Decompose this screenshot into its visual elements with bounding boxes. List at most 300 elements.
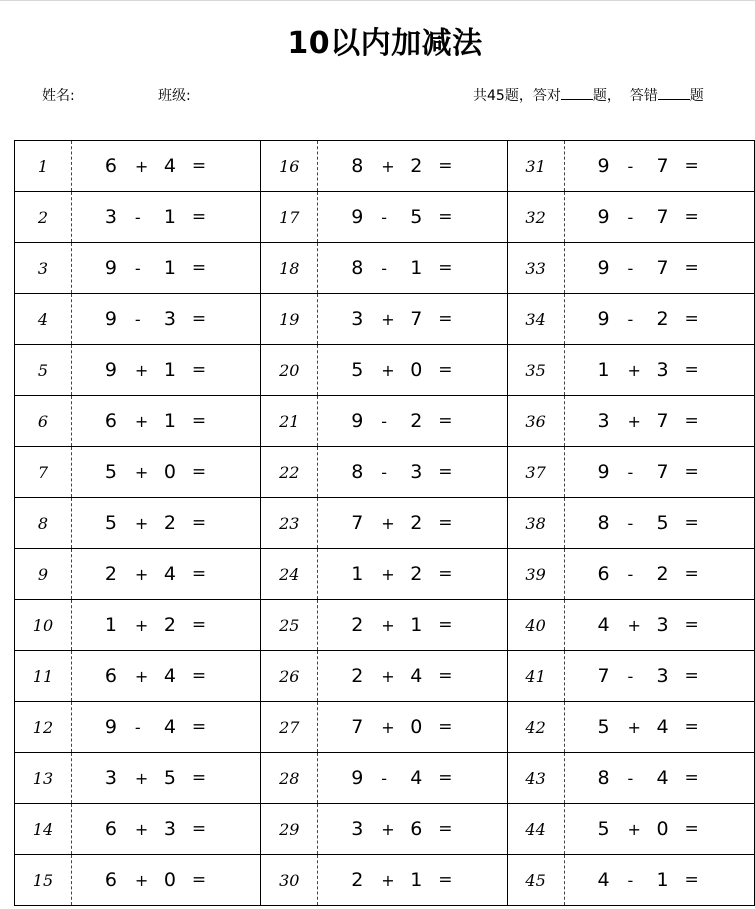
operand-b: 3 [656,359,669,381]
operand-a: 6 [104,818,117,840]
equation [318,447,506,497]
problem-number: 23 [261,498,318,549]
operand-a: 8 [351,461,364,483]
class-label: 班级: [158,88,191,104]
problem-number: 34 [507,294,564,345]
equals-sign: = [438,513,453,533]
score-wrong-label: 答错 [629,88,658,104]
equation [565,651,754,701]
problem-number: 32 [507,192,564,243]
equation [565,855,754,905]
equals-sign: = [438,819,453,839]
equals-sign: = [191,156,207,176]
table-row [15,243,755,294]
equation [72,702,260,752]
problem-number: 42 [507,702,564,753]
operand-a: 1 [104,614,117,636]
equals-sign: = [684,870,699,890]
operand-a: 9 [104,257,117,279]
operand-a: 3 [104,767,117,789]
problem-expression[interactable] [71,192,260,243]
operand-b: 0 [410,359,423,381]
operand-a: 7 [351,512,364,534]
operand-a: 2 [351,665,364,687]
problem-expression[interactable] [564,396,754,447]
equation [318,396,506,446]
problem-expression[interactable] [71,600,260,651]
operand-a: 3 [597,410,610,432]
operand-b: 6 [410,818,423,840]
equals-sign: = [438,615,453,635]
problem-number: 25 [261,600,318,651]
operand-a: 6 [104,410,117,432]
equation [72,804,260,854]
problem-expression[interactable] [564,345,754,396]
problem-number: 18 [261,243,318,294]
equation [565,243,754,293]
operator: + [134,157,149,176]
correct-count-blank[interactable] [561,87,593,100]
equation [565,600,754,650]
operand-b: 4 [656,716,669,738]
top-border-line [0,0,755,1]
operator: - [381,412,387,431]
operand-b: 0 [163,869,176,891]
operand-b: 2 [410,512,423,534]
problem-expression[interactable] [71,753,260,804]
table-row [15,294,755,345]
problem-expression[interactable] [564,141,754,192]
equation [72,600,260,650]
equals-sign: = [191,768,207,788]
equals-sign: = [684,666,699,686]
problem-number: 8 [15,498,72,549]
problem-expression[interactable] [318,600,507,651]
equals-sign: = [684,462,699,482]
equals-sign: = [438,411,453,431]
operator: + [134,565,149,584]
operand-b: 2 [410,563,423,585]
problem-expression[interactable] [71,804,260,855]
equation [72,345,260,395]
problem-expression[interactable] [71,345,260,396]
operator: - [134,718,141,737]
problem-expression[interactable] [71,855,260,906]
equation [565,192,754,242]
problem-expression[interactable] [564,192,754,243]
operator: + [134,463,149,482]
equation [565,804,754,854]
equals-sign: = [438,870,453,890]
equals-sign: = [191,819,207,839]
problem-expression[interactable] [318,243,507,294]
equals-sign: = [191,666,207,686]
operator: + [381,820,395,839]
operator: + [134,871,149,890]
operand-b: 4 [163,563,176,585]
operand-b: 7 [656,155,669,177]
operator: - [627,208,634,227]
table-row [15,345,755,396]
operand-a: 5 [104,461,117,483]
problem-number: 20 [261,345,318,396]
equals-sign: = [438,360,453,380]
operand-a: 9 [597,308,610,330]
operand-b: 4 [163,155,176,177]
equals-sign: = [438,462,453,482]
problem-number: 36 [507,396,564,447]
problem-expression[interactable] [71,549,260,600]
equals-sign: = [438,207,453,227]
problem-number: 3 [15,243,72,294]
operand-b: 7 [656,410,669,432]
equals-sign: = [684,717,699,737]
name-label: 姓名: [42,88,75,104]
operator: - [134,259,141,278]
equals-sign: = [438,717,453,737]
operand-a: 6 [597,563,610,585]
table-row [15,498,755,549]
problem-number: 43 [507,753,564,804]
operator: + [381,718,395,737]
operator: + [134,514,149,533]
equals-sign: = [684,819,699,839]
operator: + [381,616,395,635]
problem-expression[interactable] [318,141,507,192]
operand-a: 3 [351,818,364,840]
operator: + [381,310,395,329]
equals-sign: = [191,207,207,227]
equation [565,753,754,803]
equals-sign: = [191,258,207,278]
operand-b: 1 [163,257,176,279]
operand-b: 4 [410,665,423,687]
problem-grid [14,140,755,906]
operator: + [134,361,149,380]
problem-number: 6 [15,396,72,447]
equation [318,192,506,242]
equation [72,549,260,599]
operator: - [381,769,387,788]
operand-b: 1 [163,410,176,432]
operator: + [134,769,149,788]
operand-a: 2 [351,869,364,891]
equation [318,294,506,344]
operand-b: 2 [163,512,176,534]
problem-expression[interactable] [564,243,754,294]
equation [565,549,754,599]
problem-number: 29 [261,804,318,855]
operand-a: 5 [351,359,364,381]
operand-b: 4 [163,665,176,687]
operand-a: 9 [597,257,610,279]
problem-expression[interactable] [318,294,507,345]
equation [318,549,506,599]
operand-a: 9 [351,410,364,432]
problem-number: 31 [507,141,564,192]
problem-number: 11 [15,651,72,702]
operand-b: 2 [656,308,669,330]
score-prefix: 共45题，答对 [473,88,561,104]
problem-expression[interactable] [318,345,507,396]
problem-number: 2 [15,192,72,243]
equation [318,498,506,548]
equation [565,447,754,497]
operand-b: 3 [163,308,176,330]
table-row [15,753,755,804]
operator: + [381,514,395,533]
problem-expression[interactable] [318,753,507,804]
equation [565,396,754,446]
operator: + [381,667,395,686]
equals-sign: = [191,513,207,533]
operand-a: 9 [104,359,117,381]
operator: + [627,820,641,839]
operator: + [134,616,149,635]
equation [318,141,506,191]
equation [72,192,260,242]
operator: - [627,514,634,533]
operand-a: 3 [104,206,117,228]
wrong-count-blank[interactable] [658,87,690,100]
problem-expression[interactable] [318,702,507,753]
equation [318,651,506,701]
equals-sign: = [191,615,207,635]
operand-a: 2 [104,563,117,585]
table-row [15,600,755,651]
operand-b: 1 [410,614,423,636]
problem-expression[interactable] [564,294,754,345]
operand-a: 9 [597,155,610,177]
table-row [15,141,755,192]
problem-expression[interactable] [564,600,754,651]
problem-expression[interactable] [71,396,260,447]
problem-number: 1 [15,141,72,192]
problem-expression[interactable] [318,651,507,702]
operand-b: 4 [410,767,423,789]
operand-b: 3 [410,461,423,483]
problem-expression[interactable] [71,651,260,702]
operand-a: 1 [351,563,364,585]
table-row [15,855,755,906]
operand-b: 2 [163,614,176,636]
operator: - [627,565,634,584]
operand-a: 7 [351,716,364,738]
equals-sign: = [438,258,453,278]
problem-number: 16 [261,141,318,192]
operator: - [627,463,634,482]
operand-b: 0 [410,716,423,738]
table-row [15,804,755,855]
operator: + [381,871,395,890]
operator: + [627,361,641,380]
problem-expression[interactable] [564,702,754,753]
operator: + [627,616,641,635]
problem-number: 33 [507,243,564,294]
problem-number: 41 [507,651,564,702]
problem-number: 39 [507,549,564,600]
operand-b: 1 [410,257,423,279]
problem-expression[interactable] [71,141,260,192]
equals-sign: = [438,156,453,176]
equals-sign: = [191,309,207,329]
problem-expression[interactable] [564,804,754,855]
problem-number: 24 [261,549,318,600]
equals-sign: = [438,564,453,584]
operand-b: 1 [410,869,423,891]
problem-number: 26 [261,651,318,702]
equation [72,141,260,191]
operand-b: 7 [656,257,669,279]
operand-a: 9 [597,206,610,228]
operand-a: 4 [597,614,610,636]
operator: + [134,820,149,839]
equals-sign: = [684,615,699,635]
table-row [15,396,755,447]
equation [565,702,754,752]
problem-expression[interactable] [318,447,507,498]
operator: + [627,718,641,737]
operand-a: 1 [597,359,610,381]
operand-b: 5 [410,206,423,228]
operand-a: 8 [597,767,610,789]
operand-b: 7 [410,308,423,330]
equals-sign: = [684,309,699,329]
problem-number: 4 [15,294,72,345]
operand-a: 8 [351,257,364,279]
problem-number: 7 [15,447,72,498]
operator: - [134,310,141,329]
operand-b: 5 [163,767,176,789]
operand-a: 9 [104,308,117,330]
equals-sign: = [438,768,453,788]
equation [318,600,506,650]
operand-a: 3 [351,308,364,330]
problem-expression[interactable] [564,549,754,600]
problem-expression[interactable] [318,804,507,855]
problem-number: 40 [507,600,564,651]
operator: - [134,208,141,227]
equation [72,447,260,497]
table-row [15,192,755,243]
equation [565,345,754,395]
problem-expression[interactable] [71,294,260,345]
problem-number: 15 [15,855,72,906]
problem-expression[interactable] [564,498,754,549]
operand-b: 3 [163,818,176,840]
operand-b: 2 [656,563,669,585]
score-wrong-suffix: 题 [689,88,704,104]
equals-sign: = [684,156,699,176]
problem-number: 9 [15,549,72,600]
operator: - [627,769,634,788]
operand-b: 0 [656,818,669,840]
operator: - [627,157,634,176]
equation [72,498,260,548]
problem-expression[interactable] [318,498,507,549]
operand-a: 5 [104,512,117,534]
problem-expression[interactable] [318,192,507,243]
operand-a: 7 [597,665,610,687]
equals-sign: = [684,564,699,584]
operand-a: 2 [351,614,364,636]
equation [72,855,260,905]
problem-expression[interactable] [564,447,754,498]
problem-expression[interactable] [71,243,260,294]
operator: - [627,310,634,329]
problem-number: 21 [261,396,318,447]
equals-sign: = [684,768,699,788]
problem-expression[interactable] [318,549,507,600]
operator: + [381,565,395,584]
score-summary [473,85,704,105]
equation [565,498,754,548]
operand-b: 4 [163,716,176,738]
problem-expression[interactable] [564,651,754,702]
operator: - [381,208,387,227]
score-correct-suffix: 题， [592,88,621,104]
operand-a: 8 [597,512,610,534]
equals-sign: = [684,258,699,278]
operand-a: 9 [104,716,117,738]
equals-sign: = [438,309,453,329]
operator: + [134,412,149,431]
problem-number: 22 [261,447,318,498]
problem-number: 10 [15,600,72,651]
problem-expression[interactable] [318,396,507,447]
table-row [15,447,755,498]
problem-expression[interactable] [71,498,260,549]
equation [318,243,506,293]
operand-b: 7 [656,461,669,483]
problem-expression[interactable] [71,702,260,753]
operand-a: 9 [597,461,610,483]
table-row [15,651,755,702]
operator: - [627,871,634,890]
equation [318,702,506,752]
problem-expression[interactable] [564,753,754,804]
operand-b: 1 [656,869,669,891]
operand-a: 8 [351,155,364,177]
equals-sign: = [684,411,699,431]
problem-expression[interactable] [71,447,260,498]
problem-expression[interactable] [564,855,754,906]
problem-number: 12 [15,702,72,753]
problem-number: 44 [507,804,564,855]
operator: + [381,361,395,380]
operand-b: 7 [656,206,669,228]
operand-a: 6 [104,155,117,177]
problem-number: 28 [261,753,318,804]
operator: + [381,157,395,176]
equals-sign: = [684,207,699,227]
problem-expression[interactable] [318,855,507,906]
operand-b: 4 [656,767,669,789]
operand-b: 2 [410,155,423,177]
equals-sign: = [191,411,207,431]
operand-b: 1 [163,206,176,228]
operand-b: 2 [410,410,423,432]
problem-number: 19 [261,294,318,345]
operand-b: 5 [656,512,669,534]
equation [318,345,506,395]
equals-sign: = [684,360,699,380]
operand-a: 6 [104,869,117,891]
operand-a: 9 [351,767,364,789]
problem-number: 14 [15,804,72,855]
operand-b: 0 [163,461,176,483]
operand-a: 6 [104,665,117,687]
